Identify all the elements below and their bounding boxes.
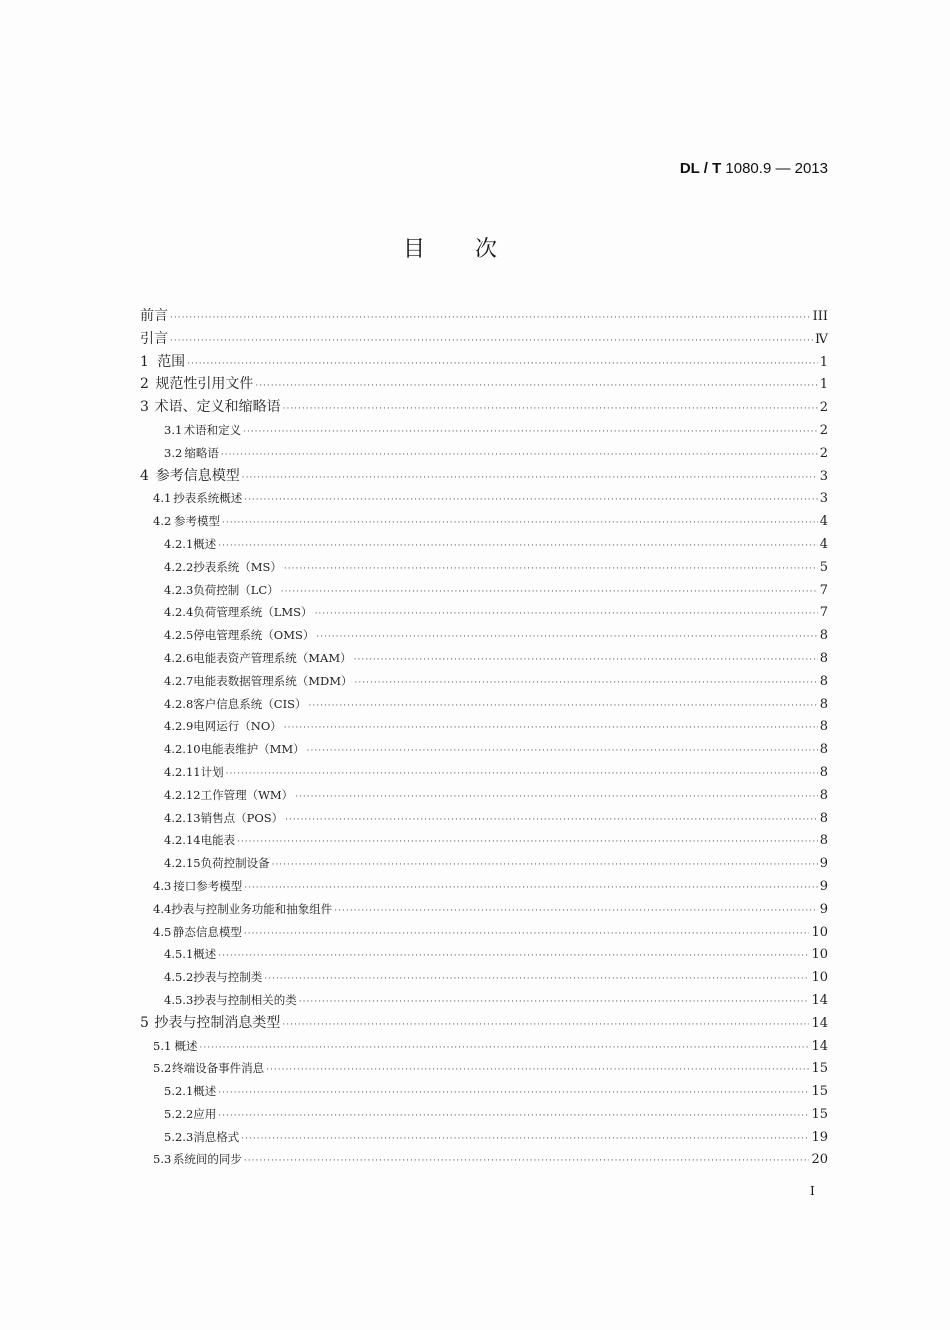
toc-entry-number: 4.5.2 (164, 970, 194, 985)
toc-entry[interactable] (140, 989, 828, 1012)
page-title: 目次 (402, 237, 547, 262)
toc-entry-title: 计划 (200, 764, 224, 779)
toc-entry-page: 7 (819, 582, 828, 598)
toc-entry[interactable] (140, 373, 828, 396)
toc-entry-title: 负荷控制（LC） (193, 582, 279, 597)
toc-entry-number: 4.2.12 (164, 787, 201, 802)
toc-entry-title: 电能表 (200, 833, 236, 848)
toc-entry[interactable] (140, 693, 828, 716)
toc-leader-dots (170, 330, 813, 353)
toc-entry-title: 电能表数据管理系统（MDM） (193, 673, 353, 688)
toc-entry-number: 5.3 (153, 1152, 172, 1167)
standard-code-prefix: DL / T (679, 160, 722, 177)
toc-leader-dots (244, 877, 818, 900)
toc-entry-number: 5.2 (153, 1061, 172, 1076)
toc-entry-title: 前言 (140, 308, 168, 324)
toc-entry[interactable] (140, 1035, 828, 1058)
toc-entry-page: 20 (811, 1152, 828, 1168)
toc-entry[interactable] (140, 442, 828, 465)
toc-entry-title: 术语和定义 (183, 422, 242, 437)
toc-entry[interactable] (140, 829, 828, 852)
toc-entry[interactable] (140, 533, 828, 556)
toc-leader-dots (218, 1082, 809, 1105)
toc-leader-dots (272, 854, 818, 877)
toc-entry-number: 4.2.1 (164, 536, 194, 551)
toc-leader-dots (299, 991, 810, 1014)
toc-entry-number: 4.4 (153, 901, 172, 916)
toc-entry-title: 概述 (193, 947, 217, 962)
toc-entry-title: 电能表维护（MM） (200, 742, 305, 757)
toc-entry-number: 1 (140, 353, 149, 370)
toc-entry-number: 4.2.10 (164, 742, 201, 757)
toc-entry-title: 终端设备事件消息 (172, 1061, 265, 1076)
toc-entry-page: 8 (819, 696, 828, 712)
toc-leader-dots (309, 695, 818, 718)
toc-entry-page: 2 (819, 445, 828, 461)
toc-leader-dots (315, 603, 818, 626)
toc-entry-number: 5.2.2 (164, 1106, 194, 1121)
toc-entry[interactable] (140, 807, 828, 830)
toc-entry-number: 5.1 (153, 1038, 172, 1053)
toc-entry-number: 5.2.1 (164, 1084, 194, 1099)
toc-entry-page: Ⅳ (815, 331, 828, 347)
toc-entry-page: 3 (819, 468, 828, 484)
toc-entry[interactable] (140, 328, 828, 351)
toc-entry-number: 4 (140, 467, 149, 484)
toc-entry-number: 4.5.1 (164, 947, 194, 962)
toc-entry-page: 19 (811, 1129, 828, 1145)
toc-leader-dots (334, 900, 817, 923)
toc-entry[interactable] (140, 396, 828, 419)
toc-entry[interactable] (140, 966, 828, 989)
toc-entry-title: 概述 (193, 536, 217, 551)
toc-entry-page: 10 (811, 970, 828, 986)
toc-entry-title: 引言 (140, 330, 168, 347)
toc-entry-page: 8 (819, 719, 828, 735)
toc-leader-dots (283, 398, 818, 421)
toc-leader-dots (187, 353, 818, 376)
toc-entry-page: 15 (811, 1106, 828, 1122)
standard-code (680, 160, 828, 177)
toc-entry-page: 1 (819, 377, 828, 393)
toc-entry-number: 4.2.7 (164, 673, 194, 688)
toc-leader-dots (244, 1150, 810, 1173)
footer-page-number: I (810, 1184, 815, 1198)
toc-entry-title: 抄表系统概述 (173, 491, 243, 506)
toc-entry-title: 参考模型 (173, 514, 220, 529)
toc-entry-title: 范围 (157, 353, 186, 370)
toc-entry-number: 4.5 (153, 924, 172, 939)
toc-entry-page: 8 (819, 787, 828, 803)
toc-entry[interactable] (140, 1012, 828, 1035)
toc-leader-dots (307, 740, 818, 763)
toc-leader-dots (281, 581, 818, 604)
toc-entry-page: 3 (819, 491, 828, 507)
toc-entry-page: 8 (819, 673, 828, 689)
toc-leader-dots (282, 1014, 809, 1037)
toc-entry-title: 抄表与控制相关的类 (193, 992, 297, 1007)
toc-entry-number: 3.1 (164, 422, 183, 437)
toc-leader-dots (244, 923, 810, 946)
toc-leader-dots (255, 375, 817, 398)
toc-entry-number: 4.2.9 (164, 719, 194, 734)
toc-entry[interactable] (140, 1080, 828, 1103)
toc-leader-dots (295, 786, 818, 809)
toc-entry-number: 4.3 (153, 878, 172, 893)
toc-entry[interactable] (140, 943, 828, 966)
toc-entry-number: 4.2 (153, 514, 172, 529)
toc-entry-title: 消息格式 (193, 1129, 240, 1144)
toc-entry-page: 8 (819, 628, 828, 644)
toc-leader-dots (355, 672, 818, 695)
toc-entry-page: 9 (819, 856, 828, 872)
toc-entry-title: 负荷控制设备 (200, 856, 270, 871)
table-of-contents (140, 305, 828, 1171)
toc-entry-number: 4.2.8 (164, 696, 194, 711)
toc-entry[interactable] (140, 761, 828, 784)
toc-entry-title: 电能表资产管理系统（MAM） (193, 650, 352, 665)
toc-entry-title: 应用 (193, 1106, 217, 1121)
toc-entry-title: 负荷管理系统（LMS） (193, 605, 313, 620)
toc-entry-page: 4 (819, 514, 828, 530)
toc-entry-title: 销售点（POS） (200, 810, 284, 825)
toc-entry-title: 客户信息系统（CIS） (193, 696, 307, 711)
toc-leader-dots (243, 421, 818, 444)
toc-leader-dots (170, 307, 811, 330)
toc-entry-number: 4.2.15 (164, 856, 201, 871)
toc-entry-number: 4.2.11 (164, 764, 201, 779)
toc-entry-number: 4.2.2 (164, 559, 194, 574)
standard-code-number: 1080.9 — 2013 (721, 160, 828, 177)
toc-entry[interactable] (140, 556, 828, 579)
toc-entry-title: 工作管理（WM） (200, 787, 294, 802)
toc-entry-page: 1 (819, 354, 828, 370)
toc-entry[interactable] (140, 305, 828, 328)
toc-leader-dots (244, 489, 818, 512)
toc-entry[interactable] (140, 852, 828, 875)
toc-entry-page: 9 (819, 901, 828, 917)
toc-entry-number: 4.2.14 (164, 833, 201, 848)
toc-leader-dots (218, 945, 809, 968)
toc-entry[interactable] (140, 419, 828, 442)
toc-entry[interactable] (140, 738, 828, 761)
toc-leader-dots (354, 649, 818, 672)
toc-entry-number: 2 (140, 376, 149, 393)
toc-entry-number: 4.1 (153, 491, 172, 506)
toc-entry-page: 14 (811, 1015, 828, 1031)
toc-entry-number: 4.2.6 (164, 650, 194, 665)
toc-entry-number: 5 (140, 1014, 149, 1031)
toc-entry-page: 10 (811, 947, 828, 963)
toc-entry-number: 4.2.5 (164, 628, 194, 643)
toc-entry[interactable] (140, 351, 828, 374)
toc-leader-dots (222, 512, 818, 535)
toc-entry-number: 3 (140, 399, 149, 416)
toc-entry-page: 15 (811, 1084, 828, 1100)
toc-entry-title: 电网运行（NO） (193, 719, 282, 734)
toc-leader-dots (242, 467, 818, 490)
toc-entry-page: 15 (811, 1061, 828, 1077)
toc-entry-page: 4 (819, 536, 828, 552)
toc-entry[interactable] (140, 579, 828, 602)
toc-entry-title: 抄表与控制业务功能和抽象组件 (171, 901, 333, 916)
toc-entry[interactable] (140, 1148, 828, 1171)
toc-entry[interactable] (140, 510, 828, 533)
toc-entry-title: 概述 (174, 1038, 198, 1053)
toc-entry-title: 抄表系统（MS） (193, 559, 282, 574)
toc-entry-title: 规范性引用文件 (155, 376, 254, 393)
toc-entry-number: 3.2 (164, 445, 183, 460)
toc-leader-dots (284, 717, 818, 740)
toc-entry[interactable] (140, 875, 828, 898)
toc-entry-page: 7 (819, 605, 828, 621)
toc-entry[interactable] (140, 624, 828, 647)
toc-entry-page: 8 (819, 742, 828, 758)
toc-leader-dots (266, 1059, 809, 1082)
toc-entry-page: 2 (819, 400, 828, 416)
toc-entry-title: 参考信息模型 (155, 467, 240, 484)
toc-entry-number: 4.2.4 (164, 605, 194, 620)
toc-leader-dots (226, 763, 818, 786)
toc-leader-dots (221, 444, 818, 467)
toc-leader-dots (237, 831, 818, 854)
toc-entry-page: 14 (811, 1038, 828, 1054)
toc-entry-page: 8 (819, 764, 828, 780)
toc-entry-page: 8 (819, 650, 828, 666)
toc-entry[interactable] (140, 715, 828, 738)
toc-entry-page: 14 (811, 992, 828, 1008)
toc-entry-title: 术语、定义和缩略语 (154, 399, 281, 416)
toc-entry[interactable] (140, 784, 828, 807)
toc-leader-dots (264, 968, 809, 991)
toc-entry-page: 2 (819, 422, 828, 438)
toc-entry-title: 抄表与控制消息类型 (154, 1014, 281, 1031)
toc-entry-number: 4.5.3 (164, 992, 194, 1007)
toc-leader-dots (218, 535, 817, 558)
toc-leader-dots (241, 1128, 809, 1151)
toc-leader-dots (285, 809, 818, 832)
toc-entry-title: 接口参考模型 (173, 878, 243, 893)
toc-entry-number: 4.2.3 (164, 582, 194, 597)
toc-entry-number: 5.2.3 (164, 1129, 194, 1144)
toc-leader-dots (316, 626, 817, 649)
toc-entry[interactable] (140, 465, 828, 488)
toc-entry-title: 系统间的同步 (172, 1152, 242, 1167)
toc-entry[interactable] (140, 1126, 828, 1149)
toc-entry-title: 概述 (193, 1084, 217, 1099)
toc-entry-page: 5 (819, 559, 828, 575)
toc-entry[interactable] (140, 487, 828, 510)
toc-entry-title: 静态信息模型 (172, 924, 242, 939)
toc-leader-dots (199, 1037, 809, 1060)
toc-entry-page: 10 (811, 924, 828, 940)
toc-entry[interactable] (140, 898, 828, 921)
toc-entry[interactable] (140, 921, 828, 944)
toc-leader-dots (218, 1105, 809, 1128)
toc-entry-page: III (812, 309, 828, 324)
toc-entry[interactable] (140, 1057, 828, 1080)
toc-entry-page: 9 (819, 878, 828, 894)
toc-entry[interactable] (140, 1103, 828, 1126)
toc-entry-title: 停电管理系统（OMS） (193, 628, 315, 643)
toc-entry[interactable] (140, 670, 828, 693)
toc-entry-title: 缩略语 (184, 445, 219, 460)
toc-entry-page: 8 (819, 810, 828, 826)
toc-entry-title: 抄表与控制类 (193, 970, 263, 985)
toc-entry-number: 4.2.13 (164, 810, 201, 825)
toc-leader-dots (284, 558, 818, 581)
toc-entry[interactable] (140, 601, 828, 624)
toc-entry[interactable] (140, 647, 828, 670)
toc-entry-page: 8 (819, 833, 828, 849)
